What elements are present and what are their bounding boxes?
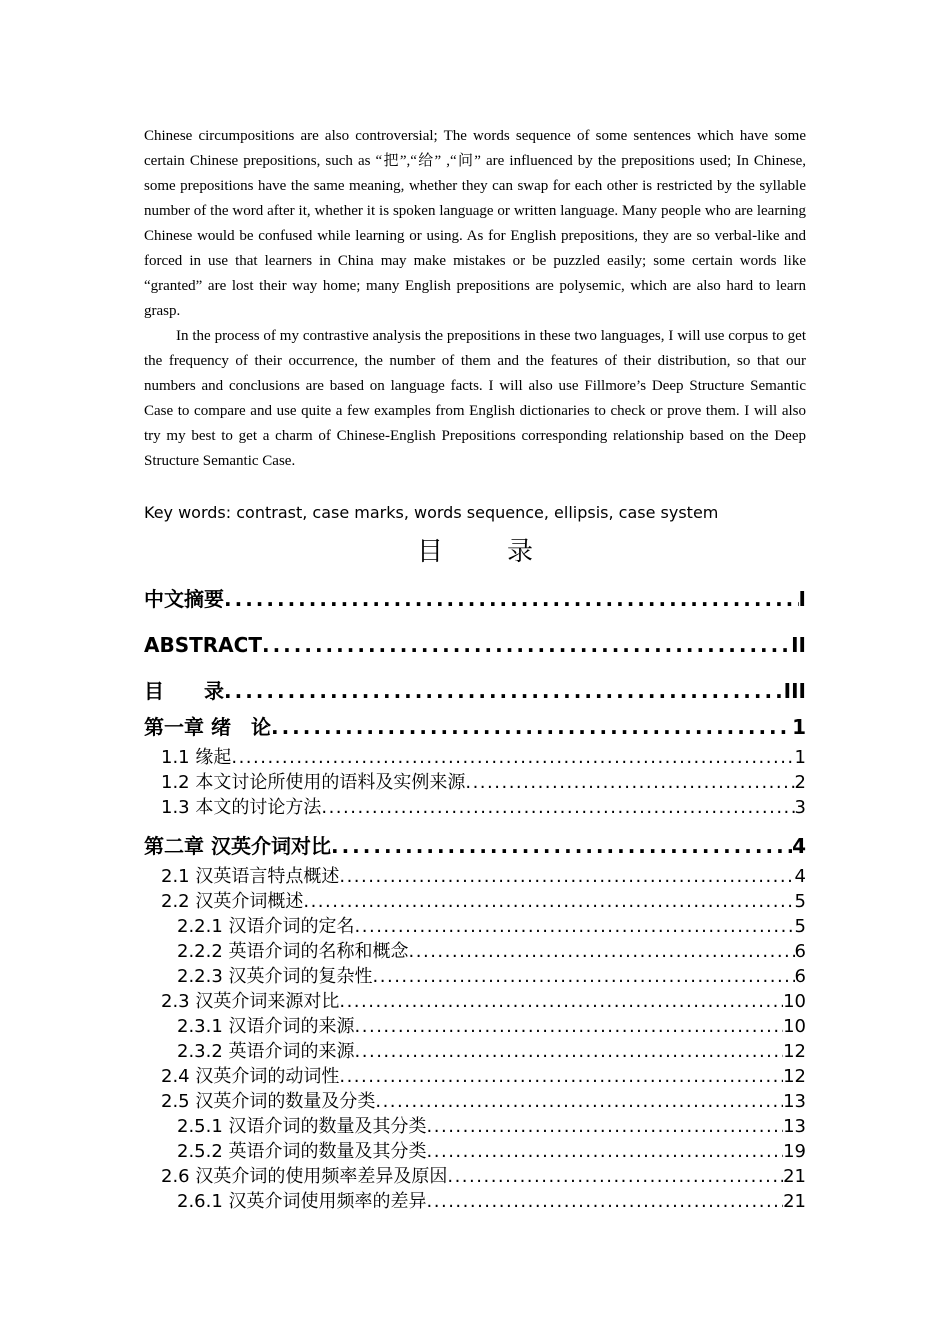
toc-entry-page: 3 — [794, 797, 806, 818]
toc-entry-page: 13 — [783, 1091, 806, 1112]
toc-leader-dots — [409, 939, 795, 964]
toc-title — [144, 535, 806, 573]
toc-entry-2-2[interactable] — [144, 889, 806, 914]
toc-entry-page: 19 — [783, 1141, 806, 1162]
toc-leader-dots — [339, 989, 783, 1014]
toc-entry-label: 2.1 汉英语言特点概述 — [161, 866, 340, 887]
toc-entry-label: 2.2 汉英介词概述 — [161, 891, 304, 912]
toc-entry-chinese-abstract[interactable] — [144, 581, 806, 617]
toc-entry-label: 中文摘要 — [144, 587, 224, 611]
toc-leader-dots — [262, 627, 791, 663]
toc-entry-2-1[interactable] — [144, 864, 806, 889]
toc-entry-2-3-1[interactable] — [144, 1014, 806, 1039]
toc-entry-label: 2.2.1 汉语介词的定名 — [177, 916, 355, 937]
toc-entry-label: 2.3.1 汉语介词的来源 — [177, 1016, 355, 1037]
toc-entry-label: 2.3.2 英语介词的来源 — [177, 1041, 355, 1062]
toc-entry-1-2[interactable] — [144, 770, 806, 795]
toc-leader-dots — [447, 1164, 783, 1189]
toc-entry-label: 2.2.2 英语介词的名称和概念 — [177, 941, 409, 962]
toc-entry-label: 2.4 汉英介词的动词性 — [161, 1066, 340, 1087]
toc-title-char-2: 录 — [507, 537, 534, 567]
toc-entry-page: 1 — [792, 715, 806, 739]
toc-entry-label: 2.2.3 汉英介词的复杂性 — [177, 966, 373, 987]
toc-leader-dots — [355, 1039, 784, 1064]
toc-entry-2-2-1[interactable] — [144, 914, 806, 939]
toc-leader-dots — [331, 828, 792, 864]
toc-entry-chapter-1[interactable] — [144, 709, 806, 745]
toc-leader-dots — [339, 1064, 783, 1089]
abstract-paragraph-2: In the process of my contrastive analysis the prepositions in these two languages, I will use corpus to get the frequency of their occurrence, the number of them and the features of their distribution, so that our numbers and conclusions are based on language facts. I will also use Fillmore’s Deep Structure Semantic Case to compare and use quite a few examples from English dictionaries to check or prove them. I will also try my best to get a charm of Chinese-English Prepositions corresponding relationship based on the Deep Structure Semantic Case. — [144, 328, 806, 469]
toc-leader-dots — [375, 1089, 783, 1114]
toc-title-char-1: 目 — [416, 537, 443, 567]
toc-entry-label: 第二章 汉英介词对比 — [144, 834, 331, 858]
toc-entry-page: 5 — [794, 891, 806, 912]
toc-leader-dots — [373, 964, 795, 989]
toc-entry-label: 2.3 汉英介词来源对比 — [161, 991, 340, 1012]
toc-entry-contents[interactable] — [144, 673, 806, 709]
toc-entry-page: 10 — [783, 1016, 806, 1037]
toc-entry-2-2-3[interactable] — [144, 964, 806, 989]
toc-entry-label: ABSTRACT — [144, 633, 262, 657]
toc-entry-label: 第一章 绪 论 — [144, 715, 271, 739]
toc-entry-label: 目 录 — [144, 679, 224, 703]
toc-leader-dots — [231, 745, 794, 770]
toc-entry-chapter-2[interactable] — [144, 828, 806, 864]
keywords-line: Key words: contrast, case marks, words sequence, ellipsis, case system — [144, 503, 719, 522]
toc-leader-dots — [224, 673, 784, 709]
toc-entry-label: 2.5.1 汉语介词的数量及其分类 — [177, 1116, 427, 1137]
toc-entry-page: 6 — [794, 966, 806, 987]
toc-leader-dots — [355, 914, 795, 939]
toc-entry-1-1[interactable] — [144, 745, 806, 770]
toc-entry-page: III — [783, 679, 806, 703]
toc-entry-label: 1.3 本文的讨论方法 — [161, 797, 322, 818]
toc-entry-2-2-2[interactable] — [144, 939, 806, 964]
toc-leader-dots — [224, 581, 799, 617]
toc-leader-dots — [427, 1114, 784, 1139]
toc-entry-label: 1.2 本文讨论所使用的语料及实例来源 — [161, 772, 466, 793]
abstract-paragraph-1: Chinese circumpositions are also controversial; The words sequence of some sentences which have some certain Chinese prepositions, such as “把”,“给” ,“问” are influenced by the prepositions used; In Chinese, some prepositions have the same meaning, whether they can swap for each other is restricted by the syllable number of the word after it, whether it is spoken language or written language. Many people who are learning Chinese would be confused while learning or using. As for English prepositions, they are so verbal-like and forced in use that learners in China may make mistakes or be puzzled easily; some certain words like “granted” are lost their way home; many English prepositions are polysemic, which are also hard to learn grasp. — [144, 128, 806, 319]
toc-entry-2-4[interactable] — [144, 1064, 806, 1089]
toc-entry-1-3[interactable] — [144, 795, 806, 820]
toc-entry-2-5-2[interactable] — [144, 1139, 806, 1164]
toc-entry-page: 4 — [794, 866, 806, 887]
toc-entry-label: 1.1 缘起 — [161, 747, 232, 768]
toc-entry-label: 2.6.1 汉英介词使用频率的差异 — [177, 1191, 427, 1212]
document-page — [144, 124, 806, 1214]
toc-leader-dots — [427, 1139, 784, 1164]
toc-entry-page: 6 — [794, 941, 806, 962]
toc-leader-dots — [355, 1014, 784, 1039]
toc-entry-label: 2.5 汉英介词的数量及分类 — [161, 1091, 376, 1112]
toc-entry-2-6-1[interactable] — [144, 1189, 806, 1214]
toc-entry-page: 21 — [783, 1166, 806, 1187]
toc-entry-page: 21 — [783, 1191, 806, 1212]
toc-entry-page: 12 — [783, 1041, 806, 1062]
toc-entry-page: I — [798, 587, 806, 611]
toc-entry-page: 10 — [783, 991, 806, 1012]
toc-entry-label: 2.6 汉英介词的使用频率差异及原因 — [161, 1166, 448, 1187]
toc-entry-2-3-2[interactable] — [144, 1039, 806, 1064]
toc-leader-dots — [321, 795, 794, 820]
toc-leader-dots — [339, 864, 794, 889]
toc-leader-dots — [427, 1189, 784, 1214]
toc-entry-page: 2 — [794, 772, 806, 793]
toc-entry-page: 12 — [783, 1066, 806, 1087]
toc-entry-2-6[interactable] — [144, 1164, 806, 1189]
toc-entry-abstract[interactable] — [144, 627, 806, 663]
toc-entry-2-5-1[interactable] — [144, 1114, 806, 1139]
toc-entry-page: 1 — [794, 747, 806, 768]
toc-entry-page: 5 — [794, 916, 806, 937]
toc-leader-dots — [465, 770, 794, 795]
toc-entry-page: 4 — [792, 834, 806, 858]
toc-entry-2-3[interactable] — [144, 989, 806, 1014]
table-of-contents — [144, 573, 806, 1214]
toc-entry-page: II — [791, 633, 806, 657]
toc-entry-label: 2.5.2 英语介词的数量及其分类 — [177, 1141, 427, 1162]
toc-leader-dots — [303, 889, 794, 914]
toc-entry-2-5[interactable] — [144, 1089, 806, 1114]
toc-entry-page: 13 — [783, 1116, 806, 1137]
toc-leader-dots — [271, 709, 792, 745]
